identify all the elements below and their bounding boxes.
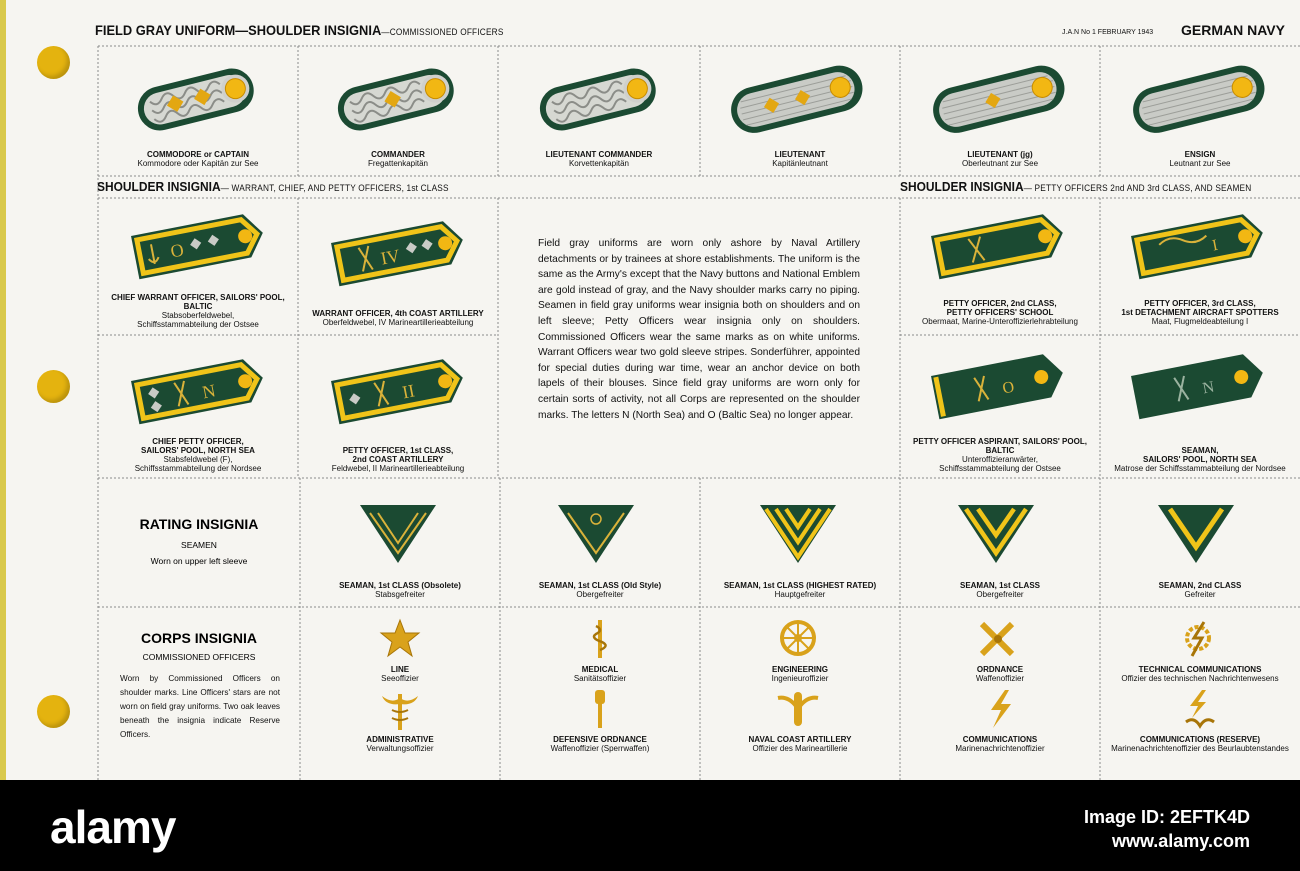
rank-en: 1st DETACHMENT AIRCRAFT SPOTTERS [1121,308,1279,317]
country-label: GERMAN NAVY [1181,22,1285,38]
svg-text:N: N [1201,378,1216,398]
corps-note: Worn by Commissioned Officers on shoulder marks. Line Officers' stars are not worn on field gray uniforms. Two oak leaves beneath the insignia indicate Reserve Officers. [120,674,280,739]
corps-de: Sanitätsoffizier [573,674,627,683]
plate-title-sub: —COMMISSIONED OFFICERS [381,27,504,37]
rank-de: Stabsfeldwebel (F), [163,455,233,464]
lightning-icon [985,688,1015,730]
staff-icon [590,618,610,660]
rating-title: RATING INSIGNIA [139,516,259,532]
rank-de: Schiffsstammabteilung der Ostsee [137,320,259,329]
warrant-officer-board [330,212,470,292]
section-warrant-header [97,179,449,194]
rank-en: PETTY OFFICER, 2nd CLASS, [943,299,1057,308]
corps-de: Marinenachrichtenoffizier [955,744,1045,753]
explanatory-text: Field gray uniforms are worn only ashore by Naval Artillery detachments or by trainees at shore establishments. The uniform is the same as the Army's except that the Navy buttons and National Emblem are gold instead of gray, and the Navy shoulder marks carry no piping. Seamen in field gray uniforms wear insignia both on shoulders and on left sleeve; Petty Officers wear insignia only on shoulders. Commissioned Officers wear the same marks as on white uniforms. Warrant Officers wear two gold sleeve stripes. Sonderführer, appointed for special duties during war time, wear an anchor device on both lapels of their blouses. Since field gray uniforms are worn only for certain sorts of activity, not all Corps are represented on the shoulder marks. The letters N (North Sea) and O (Baltic Sea) no longer appear. [538,238,860,421]
rank-de: Schiffsstammabteilung der Ostsee [939,464,1061,473]
chevron-old-style-icon [558,503,638,565]
gear-lightning-icon [1180,618,1220,658]
rank-en: PETTY OFFICERS' SCHOOL [946,308,1054,317]
rank-en: PETTY OFFICER ASPIRANT, SAILORS' POOL, [913,437,1087,446]
corps-en: DEFENSIVE ORDNANCE [553,735,647,744]
svg-text:O: O [168,239,186,262]
corps-de: Offizier des Marineartillerie [752,744,848,753]
rating-en: SEAMAN, 2nd CLASS [1158,581,1242,590]
rank-en: SEAMAN, [1181,446,1219,455]
petty-officer-aspirant-board [930,345,1070,425]
officer-rank-de: Kommodore oder Kapitän zur See [137,159,259,168]
chief-warrant-officer-board [130,205,270,285]
corps-en: NAVAL COAST ARTILLERY [748,735,852,744]
svg-text:II: II [400,380,417,403]
chevron-single-icon [1158,503,1238,565]
plate-title-main: FIELD GRAY UNIFORM—SHOULDER INSIGNIA [95,22,382,38]
svg-text:I: I [1210,236,1220,255]
lt-commander-shoulder-board [535,60,665,140]
rating-de: Obergefreiter [576,590,624,599]
rank-de: Schiffsstammabteilung der Nordsee [134,464,262,473]
rank-de: Maat, Flugmeldeabteilung I [1151,317,1249,326]
officer-rank-en: COMMODORE or CAPTAIN [146,150,250,159]
rating-en: SEAMAN, 1st CLASS (Old Style) [538,581,662,590]
rating-de: Stabsgefreiter [375,590,425,599]
chevron-double-icon [958,503,1038,565]
petty-officer-3rd-board [1130,205,1270,285]
officer-rank-en: LIEUTENANT (jg) [967,150,1033,159]
officer-rank-de: Korvettenkapitän [568,159,630,168]
rank-en: WARRANT OFFICER, 4th COAST ARTILLERY [312,309,484,318]
lieutenant-jg-shoulder-board [930,60,1070,140]
corps-de: Offizier des technischen Nachrichtenwesens [1121,674,1279,683]
rating-de: Gefreiter [1184,590,1216,599]
rank-en: SAILORS' POOL, NORTH SEA [1143,455,1257,464]
rank-de: Unteroffizieranwärter, [962,455,1038,464]
rank-de: Feldwebel, II Marineartillerieabteilung [331,464,465,473]
officer-rank-en: COMMANDER [371,150,425,159]
officer-rank-de: Oberleutnant zur See [961,159,1039,168]
stock-info [1084,805,1250,853]
petty-officer-1st-board [330,350,470,430]
site-url: www.alamy.com [1111,831,1250,851]
section-sub: — WARRANT, CHIEF, AND PETTY OFFICERS, 1st CLASS [220,183,449,193]
corps-en: ORDNANCE [976,665,1024,674]
officer-rank-de: Leutnant zur See [1169,159,1231,168]
mine-icon [590,688,610,730]
corps-en: ENGINEERING [771,665,828,674]
rating-de: Hauptgefreiter [774,590,826,599]
commander-shoulder-board [333,60,463,140]
gear-wheel-icon [778,618,818,658]
alamy-logo: alamy [50,801,176,853]
officer-rank-en: LIEUTENANT COMMANDER [545,150,653,159]
petty-officer-2nd-board [930,205,1070,285]
corps-sub: COMMISSIONED OFFICERS [142,652,256,662]
corps-en: MEDICAL [581,665,619,674]
svg-text:IV: IV [379,245,402,269]
corps-de: Marinenachrichtenoffizier des Beurlaubtenstandes [1111,744,1289,753]
lightning-oakleaves-icon [1182,688,1218,730]
corps-insignia-label [100,630,298,662]
officer-rank-de: Kapitänleutnant [772,159,828,168]
doc-reference: J.A.N No 1 FEBRUARY 1943 [1062,29,1154,36]
rating-en: SEAMAN, 1st CLASS (HIGHEST RATED) [723,581,877,590]
chevron-obsolete-icon [360,503,440,565]
rating-de: Obergefreiter [976,590,1024,599]
svg-text:N: N [200,380,218,403]
rank-en: BALTIC [183,302,213,311]
rank-en: PETTY OFFICER, 3rd CLASS, [1144,299,1256,308]
rating-en: SEAMAN, 1st CLASS [959,581,1040,590]
winged-shell-icon [776,688,820,730]
rank-de: Oberfeldwebel, IV Marineartillerieabteilung [322,318,474,327]
rank-en: CHIEF PETTY OFFICER, [152,437,244,446]
section-title: SHOULDER INSIGNIA [97,179,221,194]
corps-title: CORPS INSIGNIA [141,630,257,646]
rating-insignia-label [100,516,298,566]
corps-de: Waffenoffizier (Sperrwaffen) [550,744,650,753]
section-sub: — PETTY OFFICERS 2nd AND 3rd CLASS, AND SEAMEN [1023,183,1252,193]
chevron-highest-rated-icon [760,503,840,565]
corps-de: Waffenoffizier [975,674,1025,683]
corps-en: COMMUNICATIONS (RESERVE) [1139,735,1261,744]
corps-de: Seeoffizier [381,674,419,683]
ensign-shoulder-board [1130,60,1270,140]
section-petty-header [900,179,1251,194]
rank-de: Matrose der Schiffsstammabteilung der Nordsee [1114,464,1286,473]
corps-de: Ingenieuroffizier [771,674,829,683]
rank-de: Obermaat, Marine-Unteroffizierlehrabteilung [922,317,1078,326]
corps-en: LINE [390,665,410,674]
commodore-shoulder-board [133,60,263,140]
corps-en: TECHNICAL COMMUNICATIONS [1138,665,1262,674]
rating-en: SEAMAN, 1st CLASS (Obsolete) [339,581,461,590]
chief-petty-officer-board [130,350,270,430]
rank-en: SAILORS' POOL, NORTH SEA [141,446,255,455]
crossed-cannons-icon [978,618,1018,658]
rank-en: PETTY OFFICER, 1st CLASS, [342,446,454,455]
rank-en: BALTIC [985,446,1015,455]
rank-en: 2nd COAST ARTILLERY [352,455,444,464]
officer-rank-de: Fregattenkapitän [367,159,429,168]
corps-de: Verwaltungsoffizier [366,744,434,753]
svg-text:O: O [1001,378,1016,398]
section-title: SHOULDER INSIGNIA [900,179,1024,194]
corps-en: COMMUNICATIONS [962,735,1038,744]
rank-en: CHIEF WARRANT OFFICER, SAILORS' POOL, [111,293,285,302]
image-id: Image ID: 2EFTK4D [1083,807,1250,827]
caduceus-icon [380,690,420,732]
star-icon [380,618,420,658]
corps-en: ADMINISTRATIVE [366,735,434,744]
officer-rank-en: ENSIGN [1184,150,1216,159]
rating-sub: SEAMEN [181,540,217,550]
officer-rank-en: LIEUTENANT [774,150,826,159]
seaman-board [1130,345,1270,425]
rank-de: Stabsoberfeldwebel, [161,311,235,320]
lieutenant-shoulder-board [728,60,868,140]
rating-note: Worn on upper left sleeve [150,556,248,566]
